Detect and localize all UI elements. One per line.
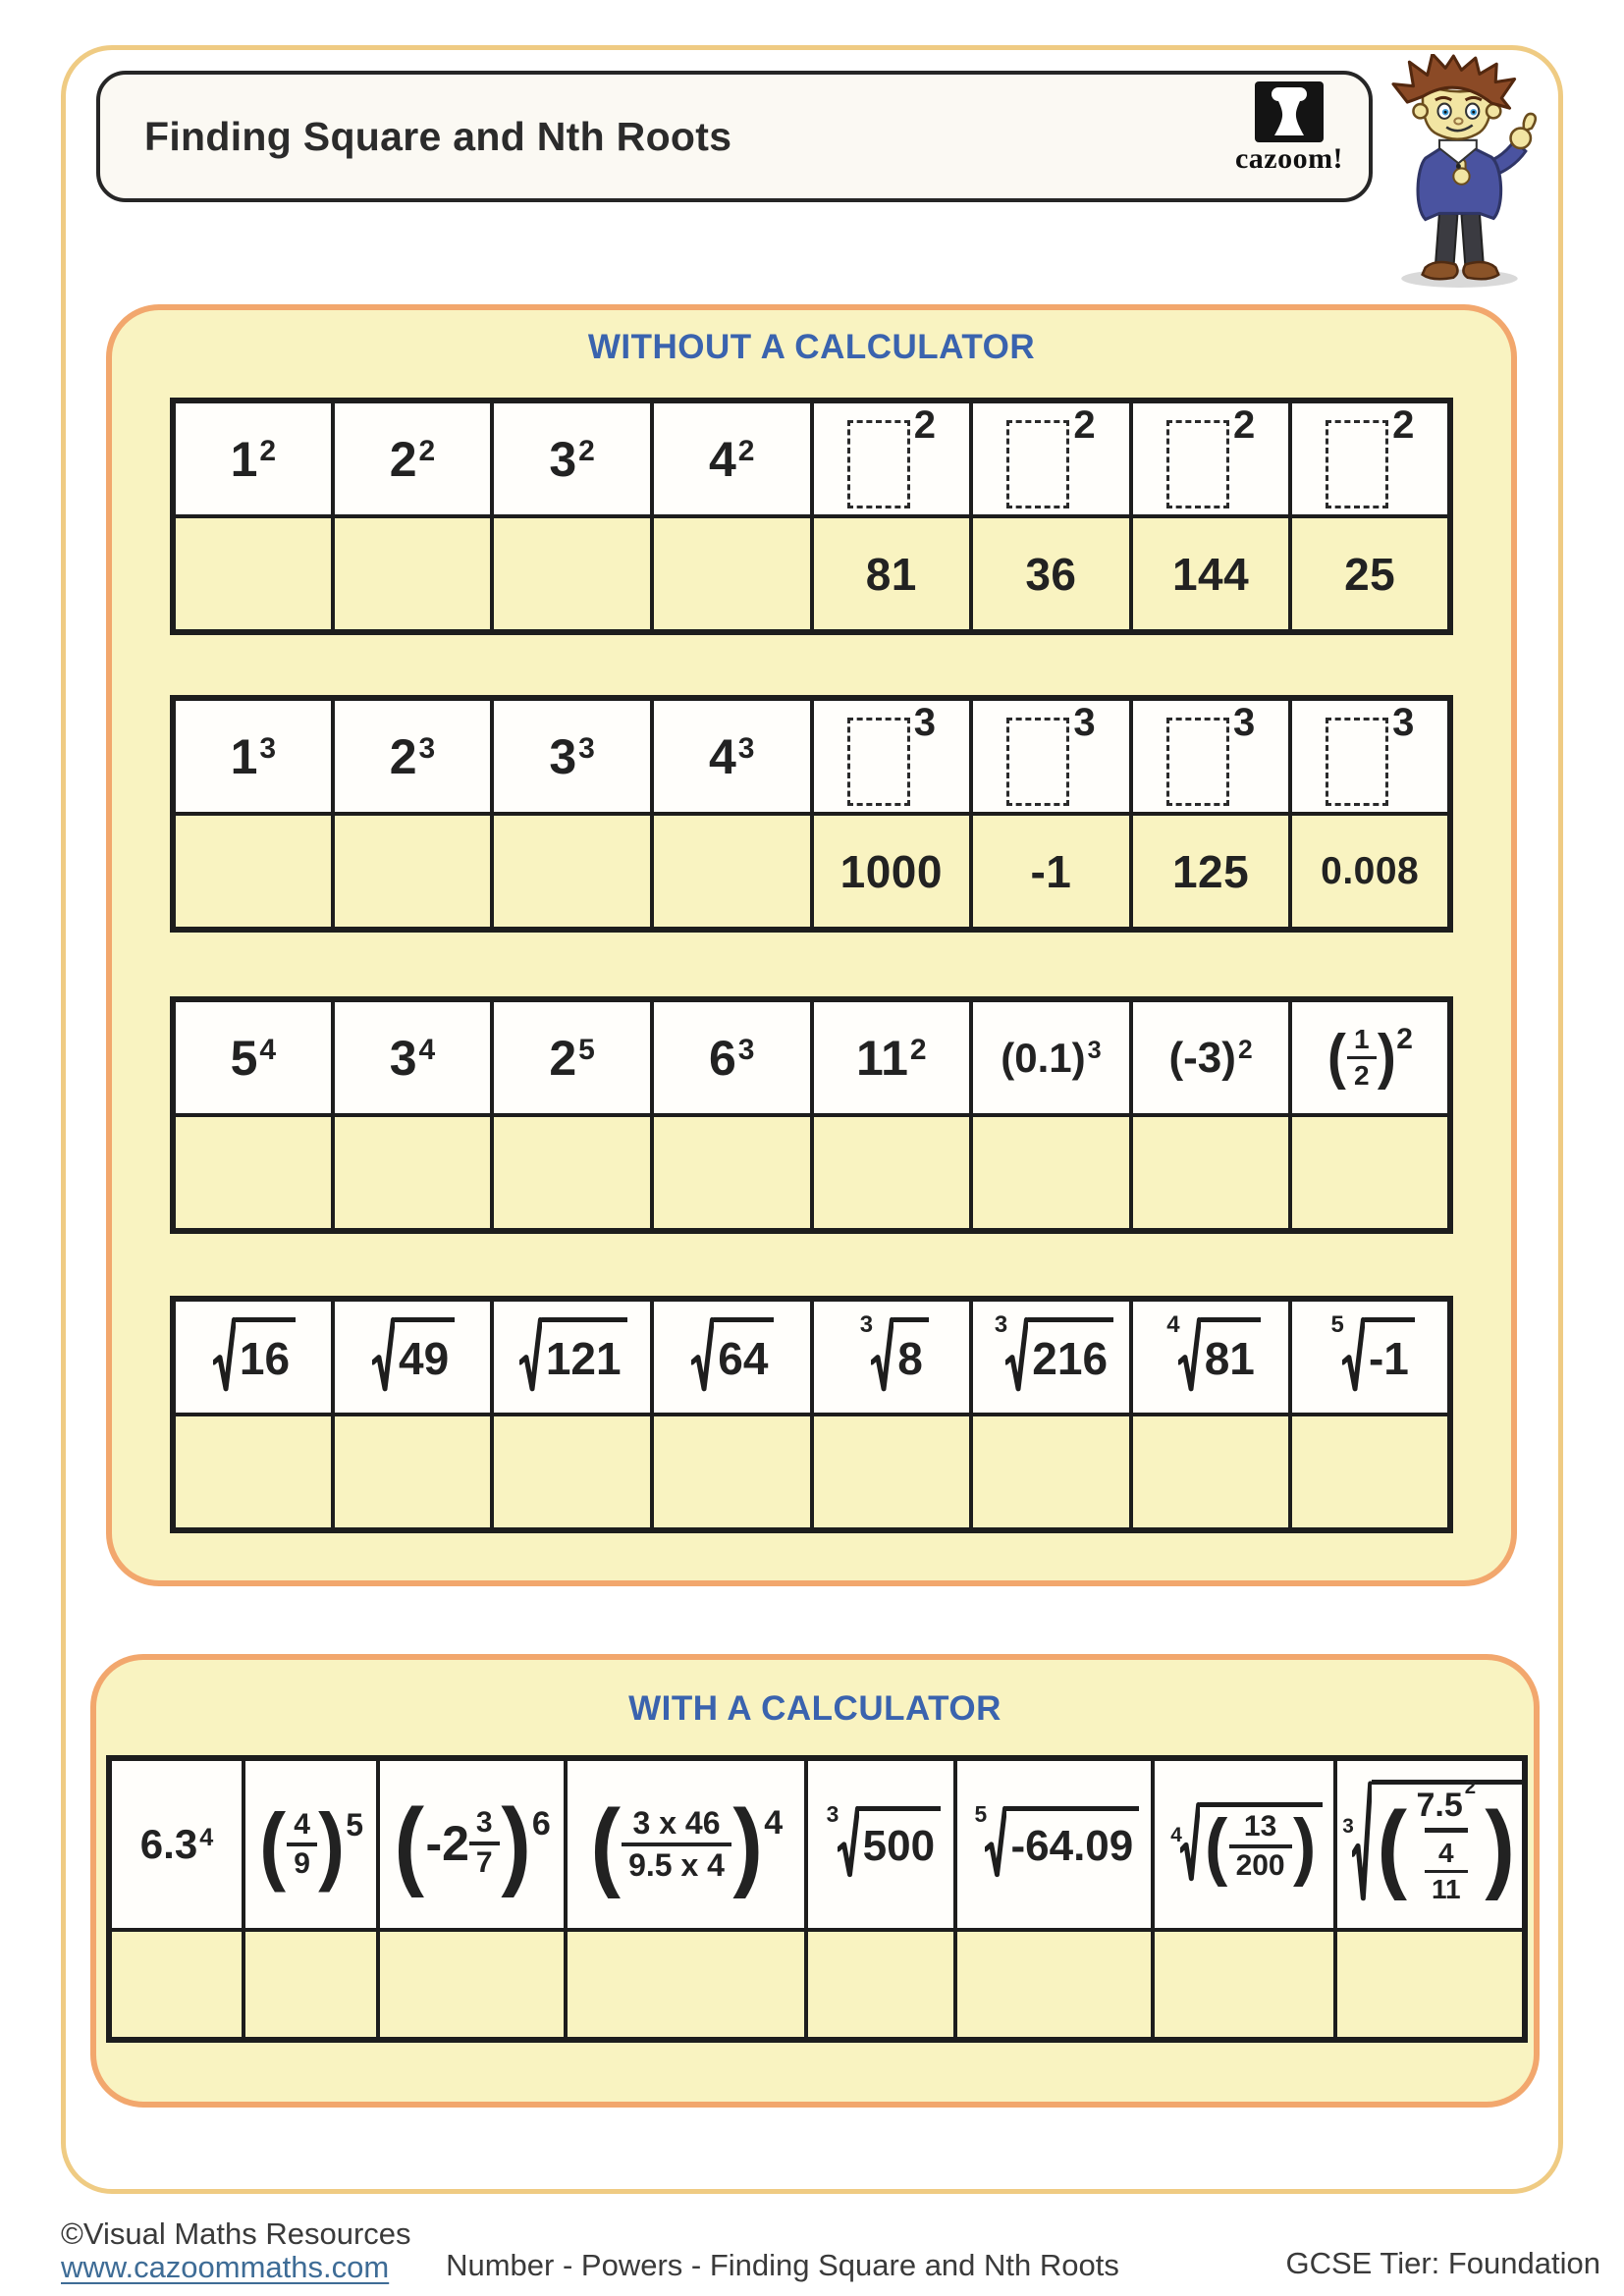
answer-cell[interactable] [1153,1930,1335,2040]
answer-cell[interactable] [492,814,652,930]
power-cell: $2^5$ [492,999,652,1115]
answer-cell[interactable] [244,1930,378,2040]
root-cell: 4 81 [1131,1299,1291,1415]
power-cell: $2^2$ [333,400,493,516]
root-cell: 49 [333,1299,493,1415]
root-cell: 64 [652,1299,812,1415]
calc-root-cell: 3 500 [806,1758,955,1930]
root-cell: 121 [492,1299,652,1415]
missing-base-box[interactable] [1166,718,1229,806]
blank-base-cell: 2 [1131,400,1291,516]
missing-base-box[interactable] [1006,718,1069,806]
power-cell: $5^4$ [173,999,333,1115]
blank-base-cell: 2 [812,400,972,516]
missing-base-box[interactable] [847,420,910,508]
answer-cell[interactable] [971,1415,1131,1530]
calc-root-fraction-cell: 4 ( $\frac{13}{200}$ ) [1153,1758,1335,1930]
answer-cell[interactable] [173,1415,333,1530]
cubes-table [170,695,1453,933]
logo-wordmark: cazoom! [1234,142,1344,175]
answer-cell[interactable] [173,1115,333,1231]
given-answer-cell: 81 [812,516,972,632]
answer-cell[interactable] [1131,1115,1291,1231]
roots-table [170,1296,1453,1533]
power-cell: $3^2$ [492,400,652,516]
power-cell: $(0.1)^3$ [971,999,1131,1115]
power-cell: $1^3$ [173,698,333,814]
answer-cell[interactable] [652,1115,812,1231]
power-cell: $11^2$ [812,999,972,1115]
blank-base-cell: 2 [1290,400,1450,516]
answer-cell[interactable] [333,516,493,632]
given-answer-cell: 36 [971,516,1131,632]
power-cell: ( $\frac{1}{2}$ ) 2 [1290,999,1450,1115]
calc-power-cell: $6.3^4$ [109,1758,244,1930]
answer-cell[interactable] [652,516,812,632]
page-title: Finding Square and Nth Roots [144,113,732,159]
missing-base-box[interactable] [1166,420,1229,508]
answer-cell[interactable] [333,814,493,930]
logo-drum-icon [1252,80,1326,145]
power-cell: $6^3$ [652,999,812,1115]
answer-cell[interactable] [652,814,812,930]
header-box [96,71,1373,202]
blank-base-cell: 3 [1131,698,1291,814]
answer-cell[interactable] [333,1415,493,1530]
mascot-illustration [1386,54,1539,290]
root-cell: 3 216 [971,1299,1131,1415]
calc-root-cell: 5 -64.09 [955,1758,1153,1930]
blank-base-cell: 2 [971,400,1131,516]
section-heading: WITHOUT A CALCULATOR [587,328,1036,366]
answer-cell[interactable] [652,1415,812,1530]
missing-base-box[interactable] [1326,718,1388,806]
power-cell: $2^3$ [333,698,493,814]
given-answer-cell: -1 [971,814,1131,930]
given-answer-cell: 125 [1131,814,1291,930]
squares-table [170,398,1453,635]
answer-cell[interactable] [492,1415,652,1530]
blank-base-cell: 3 [812,698,972,814]
power-cell: $(-3)^2$ [1131,999,1291,1115]
answer-cell[interactable] [1131,1415,1291,1530]
footer-tier-label: GCSE Tier: Foundation [1285,2246,1600,2280]
answer-cell[interactable] [492,1115,652,1231]
footer-copyright: ©Visual Maths Resources [61,2216,411,2251]
calc-fraction-power-cell: ( $\frac{4}{9}$ ) 5 [244,1758,378,1930]
powers-table [170,996,1453,1234]
panel-without-calculator [106,304,1517,1586]
root-cell: 5 -1 [1290,1299,1450,1415]
footer-url-link[interactable]: www.cazoommaths.com [61,2250,390,2284]
answer-cell[interactable] [333,1115,493,1231]
missing-base-box[interactable] [847,718,910,806]
root-cell: 16 [173,1299,333,1415]
answer-cell[interactable] [812,1115,972,1231]
power-cell: $3^3$ [492,698,652,814]
footer-topic-label: Number - Powers - Finding Square and Nth Roots [446,2248,1119,2282]
answer-cell[interactable] [1290,1415,1450,1530]
answer-cell[interactable] [173,814,333,930]
section-heading: WITH A CALCULATOR [628,1689,1001,1728]
given-answer-cell: 0.008 [1290,814,1450,930]
panel-with-calculator [90,1654,1540,2108]
blank-base-cell: 3 [971,698,1131,814]
answer-cell[interactable] [173,516,333,632]
calculator-table [106,1755,1528,2043]
answer-cell[interactable] [812,1415,972,1530]
answer-cell[interactable] [492,516,652,632]
cazoom-logo [1216,80,1363,176]
calc-mixed-number-cell: ( -2 $\frac{3}{7}$ ) 6 [378,1758,566,1930]
power-cell: $4^2$ [652,400,812,516]
answer-cell[interactable] [109,1930,244,2040]
missing-base-box[interactable] [1006,420,1069,508]
root-cell: 3 8 [812,1299,972,1415]
given-answer-cell: 144 [1131,516,1291,632]
given-answer-cell: 1000 [812,814,972,930]
answer-cell[interactable] [971,1115,1131,1231]
answer-cell[interactable] [955,1930,1153,2040]
answer-cell[interactable] [806,1930,955,2040]
answer-cell[interactable] [1335,1930,1525,2040]
missing-base-box[interactable] [1326,420,1388,508]
power-cell: $1^2$ [173,400,333,516]
power-cell: $3^4$ [333,999,493,1115]
calc-big-fraction-cell: ( $\frac{3 x 46}{9.5 x 4}$ ) 4 [566,1758,806,1930]
answer-cell[interactable] [378,1930,566,2040]
answer-cell[interactable] [566,1930,806,2040]
calc-nested-root-cell: 3 ( 7.5 2 $\frac{4}{11}$ ) [1335,1758,1525,1930]
answer-cell[interactable] [1290,1115,1450,1231]
power-cell: $4^3$ [652,698,812,814]
blank-base-cell: 3 [1290,698,1450,814]
given-answer-cell: 25 [1290,516,1450,632]
